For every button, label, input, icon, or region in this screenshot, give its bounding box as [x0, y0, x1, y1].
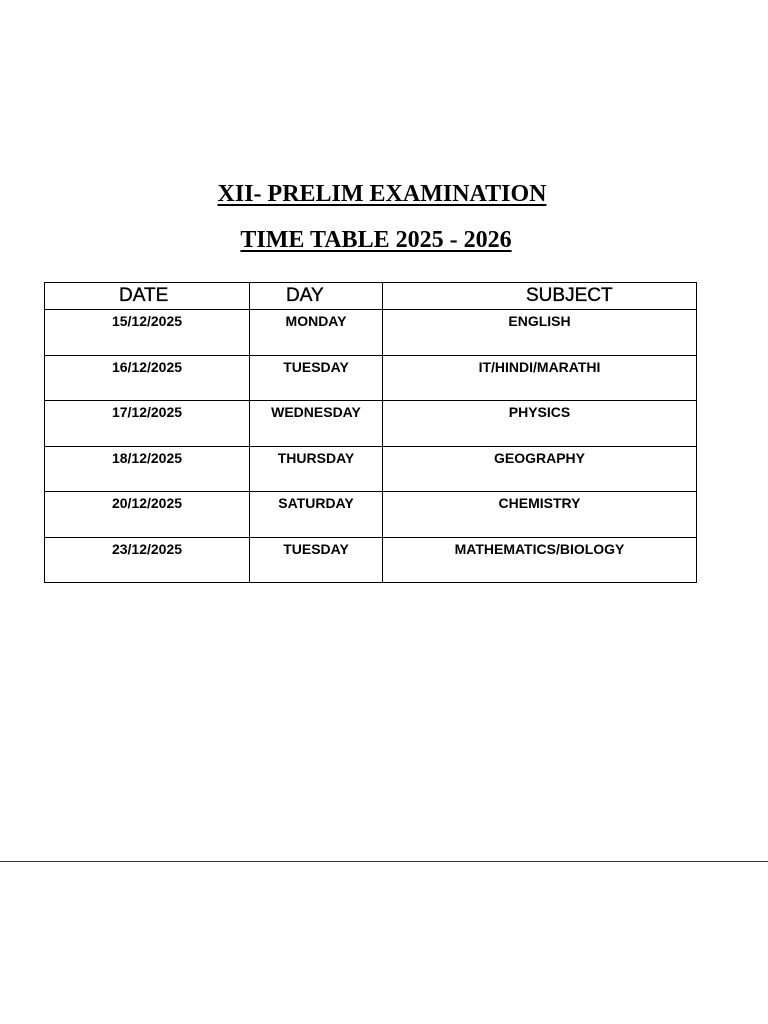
cell-date: 18/12/2025: [45, 446, 250, 492]
header-date: DATE: [45, 283, 250, 310]
cell-day: MONDAY: [250, 310, 383, 356]
cell-day: SATURDAY: [250, 492, 383, 538]
cell-subject: ENGLISH: [383, 310, 697, 356]
table-row: [45, 492, 697, 538]
cell-subject: PHYSICS: [383, 401, 697, 447]
table-header-row: [45, 283, 697, 310]
cell-day: TUESDAY: [250, 537, 383, 583]
cell-date: 17/12/2025: [45, 401, 250, 447]
cell-date: 15/12/2025: [45, 310, 250, 356]
cell-day: THURSDAY: [250, 446, 383, 492]
table-row: [45, 401, 697, 447]
page-divider: [0, 861, 768, 862]
document-title: [0, 180, 766, 208]
cell-subject: MATHEMATICS/BIOLOGY: [383, 537, 697, 583]
document-subtitle: [0, 226, 760, 254]
header-day: DAY: [250, 283, 383, 310]
title-line-1: XII- PRELIM EXAMINATION: [217, 181, 547, 207]
cell-date: 20/12/2025: [45, 492, 250, 538]
table-row: [45, 310, 697, 356]
cell-subject: GEOGRAPHY: [383, 446, 697, 492]
table-row: [45, 537, 697, 583]
cell-date: 16/12/2025: [45, 355, 250, 401]
timetable: [44, 282, 697, 583]
table-row: [45, 446, 697, 492]
cell-subject: IT/HINDI/MARATHI: [383, 355, 697, 401]
cell-subject: CHEMISTRY: [383, 492, 697, 538]
cell-day: TUESDAY: [250, 355, 383, 401]
title-line-2: TIME TABLE 2025 - 2026: [240, 227, 512, 253]
cell-date: 23/12/2025: [45, 537, 250, 583]
header-subject: SUBJECT: [383, 283, 697, 310]
table-row: [45, 355, 697, 401]
cell-day: WEDNESDAY: [250, 401, 383, 447]
